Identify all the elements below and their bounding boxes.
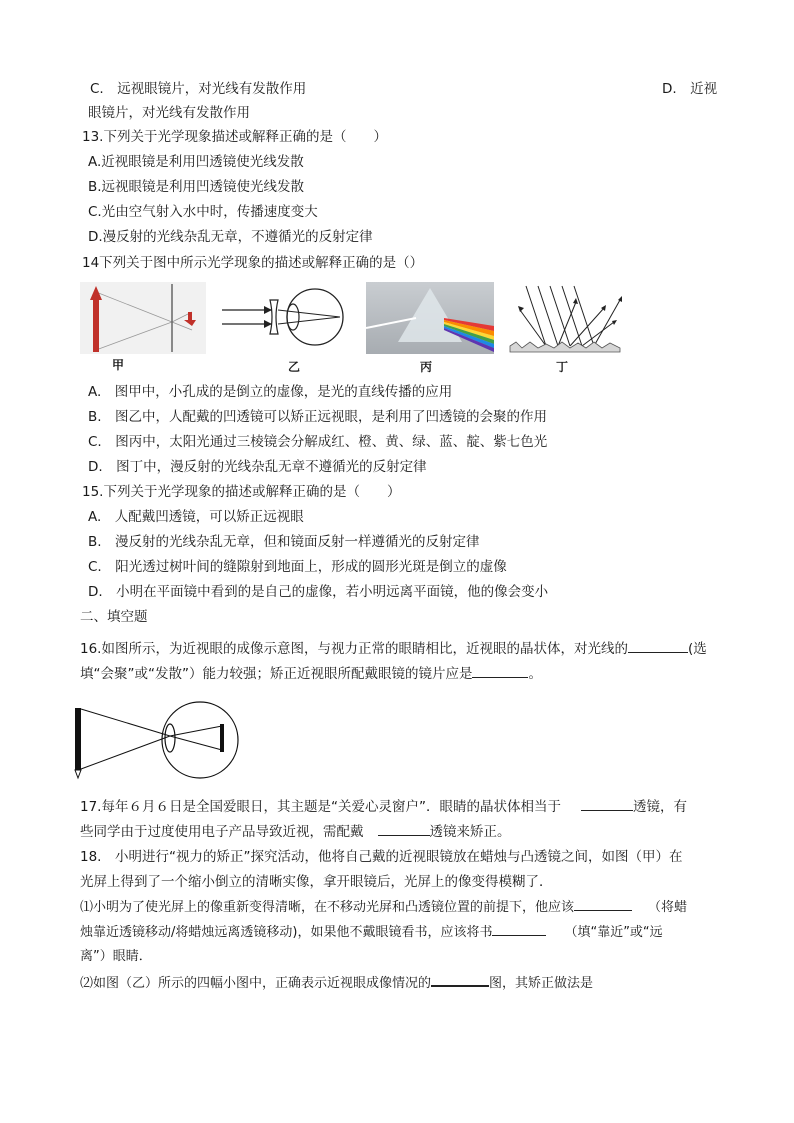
- q16-line2-text: 填“会聚”或“发散”）能力较强；矫正近视眼所配戴眼镜的镜片应是: [80, 666, 473, 682]
- q17-line2: [80, 821, 511, 843]
- q16-line1-tail: (选: [687, 641, 707, 657]
- q18-sub1-cont: 烛靠近透镜移动/将蜡烛远离透镜移动)，如果他不戴眼镜看书，应该将书: [80, 925, 493, 940]
- q14-option-b: B. 图乙中，人配戴的凹透镜可以矫正远视眼，是利用了凹透镜的会聚的作用: [88, 409, 548, 425]
- q18-line1: 18. 小明进行“视力的矫正”探究活动，他将自己戴的近视眼镜放在蜡烛与凸透镜之间，如图（甲）在: [80, 849, 683, 865]
- q18-blank-3[interactable]: [431, 971, 489, 987]
- caption-ding: 丁: [556, 360, 569, 374]
- caption-yi: 乙: [288, 360, 301, 374]
- q16-line2-tail: 。: [528, 666, 542, 682]
- q14-option-d: D. 图丁中，漫反射的光线杂乱无章不遵循光的反射定律: [88, 459, 427, 475]
- q17-line1: [80, 796, 687, 818]
- myopia-diagram: [72, 700, 244, 782]
- prism-diagram: [366, 282, 494, 354]
- q14-option-c: C. 图丙中，太阳光通过三棱镜会分解成红、橙、黄、绿、蓝、靛、紫七色光: [88, 434, 548, 450]
- figure-jia-pinhole: [80, 282, 206, 354]
- figure-yi-eye: [220, 282, 360, 354]
- q18-sub2-line1: [80, 971, 593, 995]
- eyeball-icon: [287, 289, 343, 345]
- myopia-eye-figure: [72, 700, 244, 782]
- q16-line2: [80, 663, 542, 685]
- q18-blank-1[interactable]: [574, 896, 632, 911]
- q17-line2-text: 些同学由于过度使用电子产品导致近视，需配戴: [80, 824, 364, 840]
- figure-ding-diffuse: [506, 282, 624, 354]
- q15-stem: 15.下列关于光学现象的描述或解释正确的是（ ）: [82, 484, 401, 500]
- q16-line1: [80, 638, 707, 660]
- section-title: 二、填空题: [80, 609, 148, 625]
- q15-option-b: B. 漫反射的光线杂乱无章，但和镜面反射一样遵循光的反射定律: [88, 534, 480, 550]
- q15-option-c: C. 阳光透过树叶间的缝隙射到地面上，形成的圆形光斑是倒立的虚像: [88, 559, 507, 575]
- concave-lens-icon: [270, 300, 278, 334]
- q16-blank-1[interactable]: [628, 638, 688, 653]
- q13-option-b: B.远视眼镜是利用凹透镜使光线发散: [88, 179, 305, 195]
- caption-bing: 丙: [420, 360, 433, 374]
- q12-option-c: C. 远视眼镜片，对光线有发散作用: [90, 81, 307, 97]
- q18-sub1-text: ⑴小明为了使光屏上的像重新变得清晰，在不移动光屏和凸透镜位置的前提下，他应该: [80, 900, 575, 915]
- q17-line1-tail: 透镜，有: [632, 799, 687, 815]
- q12-option-d-head: D. 近视: [662, 81, 718, 97]
- retina-image-icon: [220, 724, 224, 752]
- q13-option-c: C.光由空气射入水中时，传播速度变大: [88, 204, 318, 220]
- q15-option-a: A. 人配戴凹透镜，可以矫正远视眼: [88, 509, 304, 525]
- pinhole-diagram: [80, 282, 206, 354]
- q18-sub1-line3: 离”）眼睛．: [80, 949, 152, 964]
- q16-blank-2[interactable]: [472, 663, 528, 678]
- q17-blank-2[interactable]: [378, 821, 430, 836]
- eye-lens-diagram: [220, 282, 360, 354]
- q18-sub1-tail: （将蜡: [648, 900, 688, 915]
- q14-option-a: A. 图甲中，小孔成的是倒立的虚像，是光的直线传播的应用: [88, 384, 453, 400]
- q12-option-d-tail: 眼镜片，对光线有发散作用: [88, 105, 250, 121]
- pencil-object-icon: [75, 708, 81, 770]
- q18-blank-2[interactable]: [492, 921, 546, 936]
- q17-blank-1[interactable]: [581, 796, 633, 811]
- q18-sub1-line1: [80, 896, 687, 919]
- rough-surface-icon: [510, 342, 620, 352]
- eyeball-icon: [162, 702, 238, 778]
- q14-stem: 14下列关于图中所示光学现象的描述或解释正确的是（）: [82, 255, 424, 271]
- q18-line2: 光屏上得到了一个缩小倒立的清晰实像，拿开眼镜后，光屏上的像变得模糊了．: [80, 874, 553, 890]
- q18-sub2-tail: 图，其矫正做法是: [489, 976, 594, 991]
- q13-stem: 13.下列关于光学现象描述或解释正确的是（ ）: [82, 129, 387, 145]
- q18-sub1-fill-hint: （填“靠近”或“远: [564, 925, 663, 940]
- diffuse-reflection-diagram: [506, 282, 624, 354]
- q16-line1-text: 16.如图所示，为近视眼的成像示意图，与视力正常的眼睛相比，近视眼的晶状体，对光线的: [80, 641, 628, 657]
- figure-bing-prism: [366, 282, 494, 354]
- q18-sub1-line2: [80, 921, 663, 944]
- q17-line1-text: 17.每年６月６日是全国爱眼日，其主题是“关爱心灵窗户”．眼睛的晶状体相当于: [80, 799, 561, 815]
- caption-jia: 甲: [112, 358, 125, 372]
- crystalline-lens-icon: [165, 724, 175, 752]
- q15-option-d: D. 小明在平面镜中看到的是自己的虚像，若小明远离平面镜，他的像会变小: [88, 584, 549, 600]
- q13-option-a: A.近视眼镜是利用凹透镜使光线发散: [88, 154, 304, 170]
- q17-line2-tail: 透镜来矫正。: [429, 824, 511, 840]
- q13-option-d: D.漫反射的光线杂乱无章，不遵循光的反射定律: [88, 229, 373, 245]
- q18-sub2-text: ⑵如图（乙）所示的四幅小图中，正确表示近视眼成像情况的: [80, 976, 432, 991]
